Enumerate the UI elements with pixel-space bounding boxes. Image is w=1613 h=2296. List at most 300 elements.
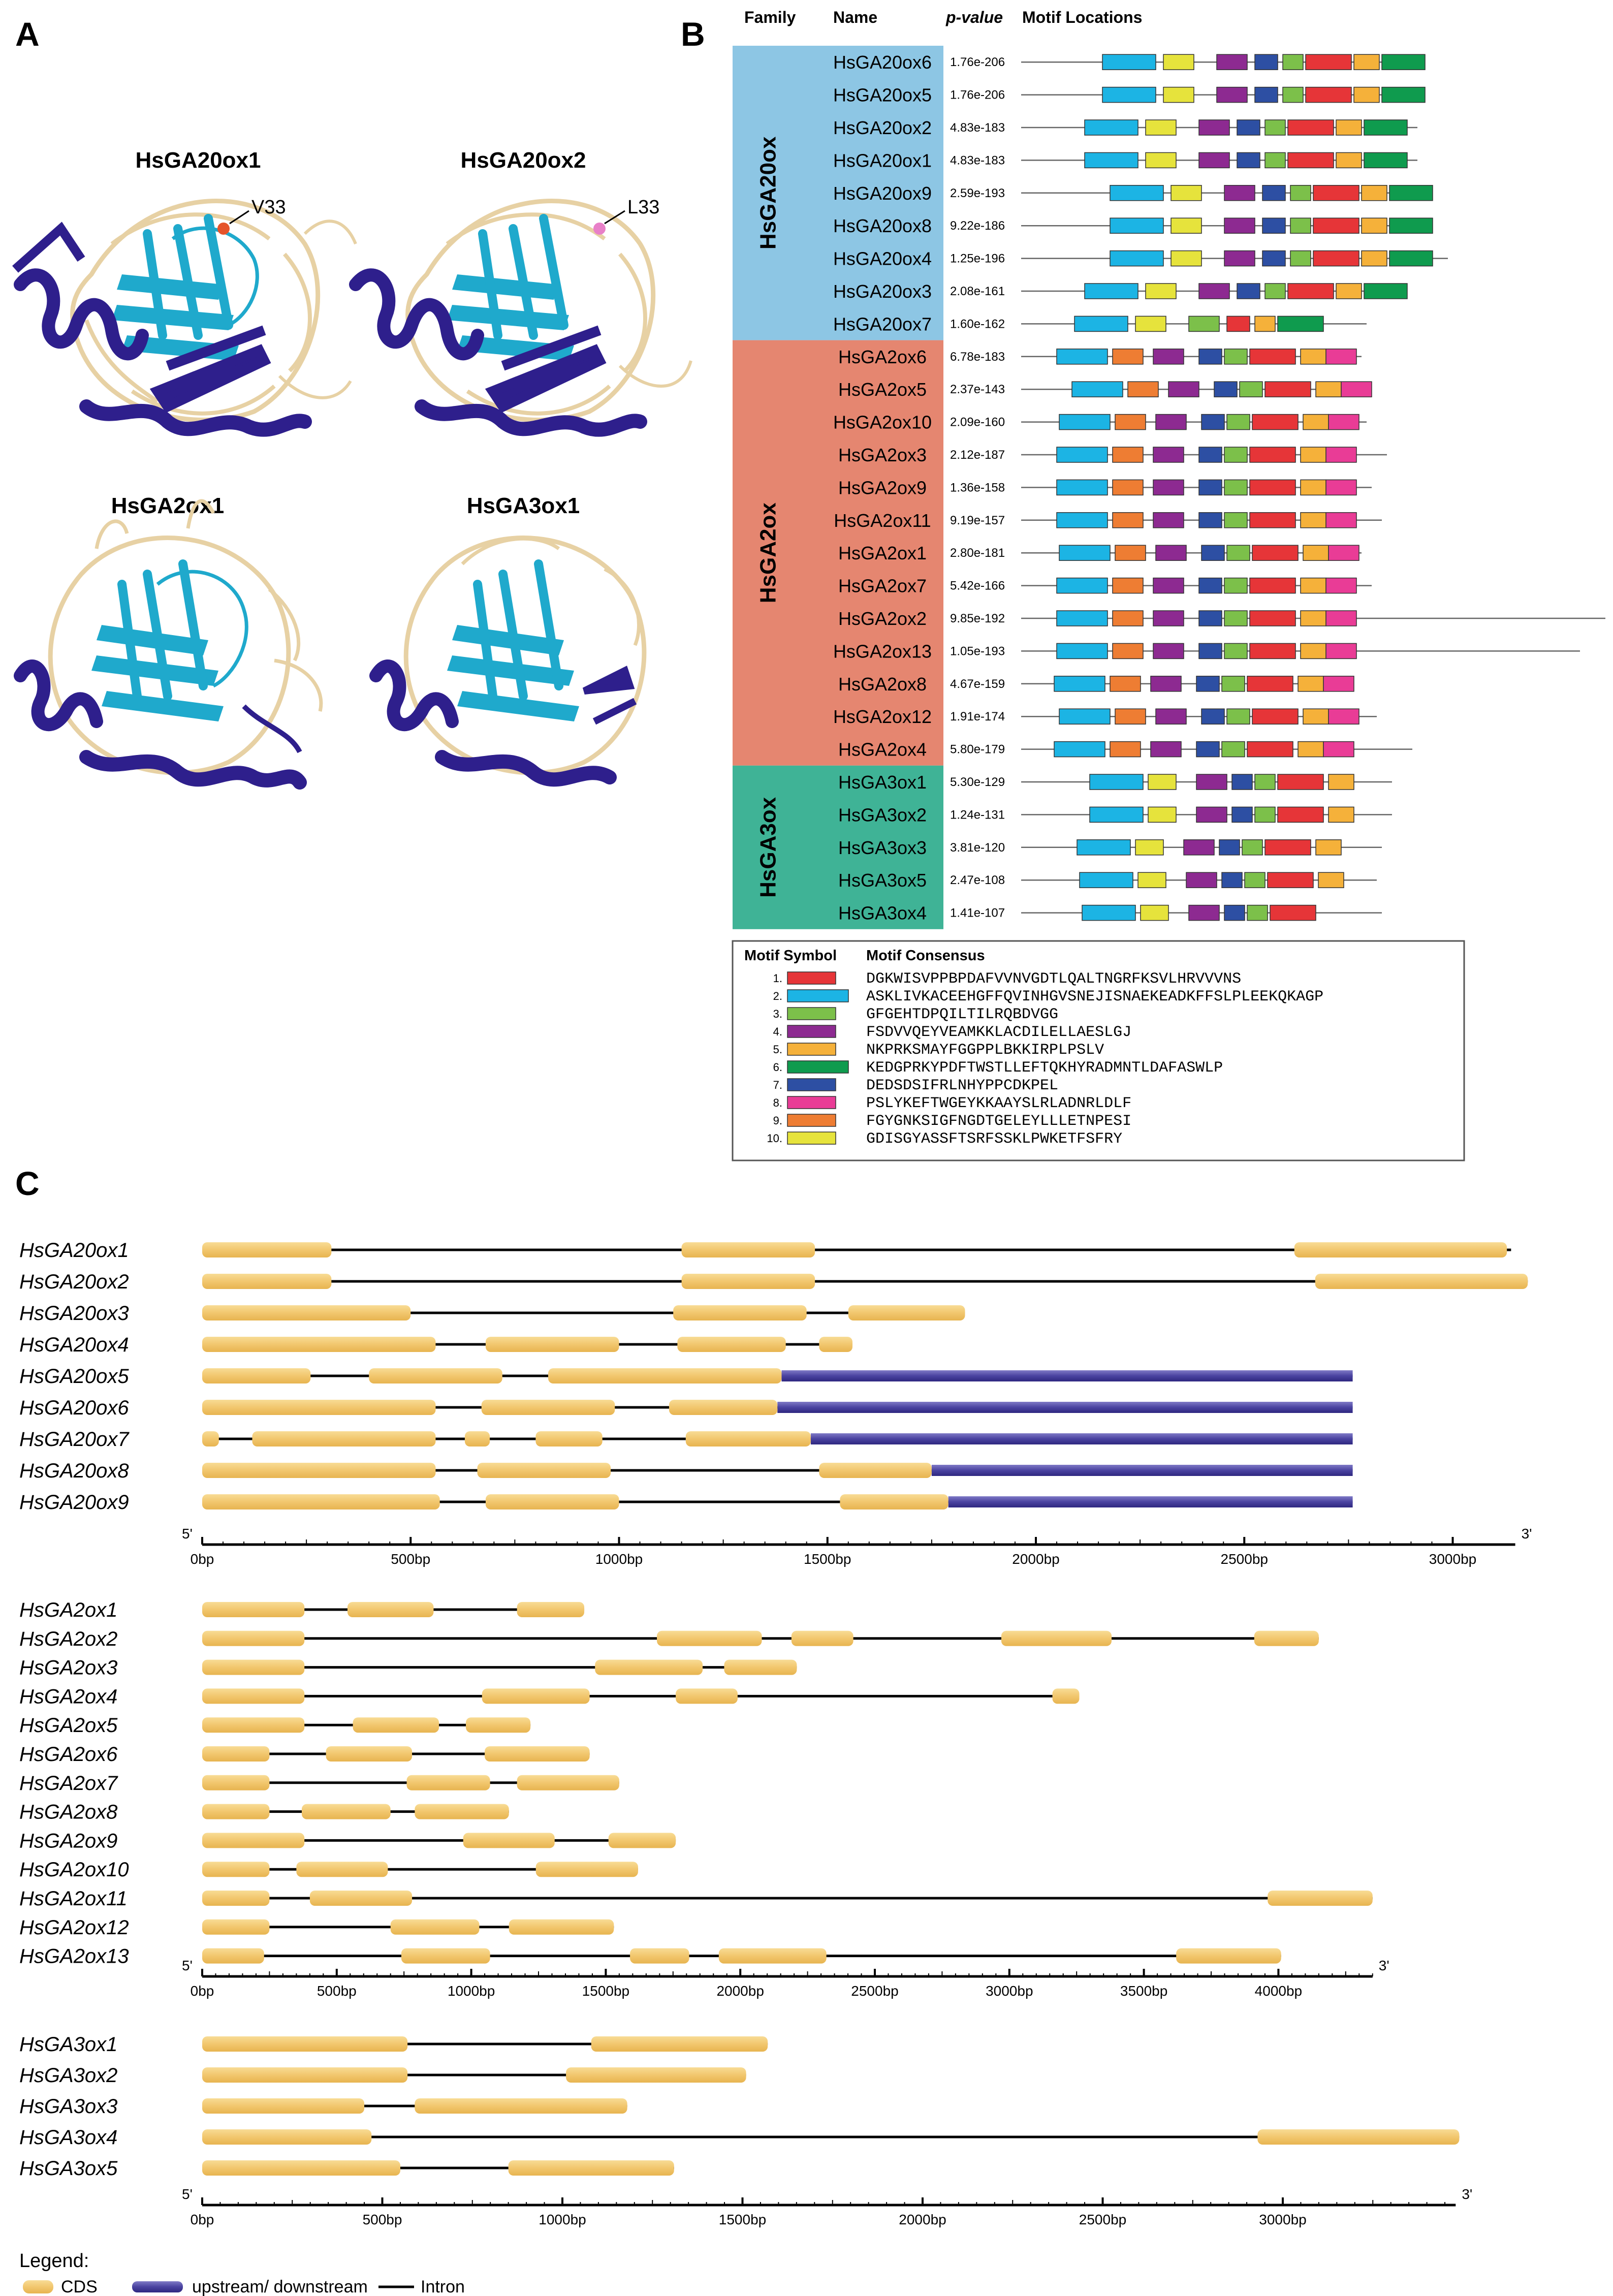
motif-block-4 — [1224, 251, 1255, 266]
cds-exon — [848, 1305, 965, 1320]
motif-block-2 — [1054, 742, 1105, 757]
cds-exon — [673, 1305, 807, 1320]
motif-block-3 — [1224, 349, 1247, 364]
cds-exon — [466, 1717, 530, 1733]
motif-block-2 — [1110, 218, 1163, 233]
cds-exon — [202, 1602, 304, 1617]
motif-block-1 — [1252, 709, 1298, 724]
motif-block-8 — [1323, 742, 1354, 757]
motif-block-5 — [1318, 872, 1344, 888]
gene-name-hsga2ox3: HsGA2ox3 — [838, 445, 927, 465]
gene-label-hsga2ox1: HsGA2ox1 — [19, 1599, 118, 1621]
residue-marker-l33: L33 — [627, 197, 660, 218]
cds-exon — [719, 1948, 827, 1964]
gene-label-hsga2ox7: HsGA2ox7 — [19, 1772, 118, 1795]
motif-block-9 — [1113, 513, 1143, 528]
motif-block-10 — [1163, 54, 1194, 70]
cds-exon — [202, 2067, 407, 2083]
cds-exon — [252, 1431, 435, 1446]
motif-block-4 — [1153, 643, 1184, 658]
motif-block-6 — [1389, 218, 1433, 233]
motif-block-7 — [1232, 774, 1252, 790]
motif-block-5 — [1301, 480, 1326, 495]
cds-exon — [1254, 1631, 1319, 1646]
motif-block-2 — [1057, 611, 1108, 626]
motif-block-2 — [1057, 447, 1108, 462]
gene-name-hsga20ox3: HsGA20ox3 — [833, 281, 932, 302]
cds-exon — [353, 1717, 439, 1733]
utr-segment — [781, 1370, 1352, 1381]
gene-group-3ox — [19, 2033, 1472, 2227]
motif-block-9 — [1110, 742, 1141, 757]
gene-label-hsga3ox2: HsGA3ox2 — [19, 2064, 118, 2087]
axis-tick-label: 0bp — [190, 1983, 214, 1999]
cds-exon — [677, 1337, 785, 1352]
motif-block-7 — [1232, 807, 1252, 822]
cds-exon — [724, 1660, 797, 1675]
axis-tick-label: 4000bp — [1254, 1983, 1303, 1999]
gene-name-hsga20ox1: HsGA20ox1 — [833, 150, 932, 171]
motif-block-3 — [1227, 545, 1250, 560]
motif-block-2 — [1102, 54, 1156, 70]
motif-block-3 — [1290, 251, 1311, 266]
motif-block-6 — [1382, 87, 1425, 103]
motif-block-7 — [1201, 415, 1224, 430]
header-motif-locations: Motif Locations — [1022, 8, 1143, 26]
cds-exon — [482, 1400, 615, 1415]
cds-exon — [1294, 1242, 1507, 1257]
motif-block-3 — [1290, 185, 1311, 201]
motif-block-1 — [1250, 447, 1295, 462]
motif-block-7 — [1199, 643, 1222, 658]
motif-block-2 — [1059, 545, 1110, 560]
motif-block-5 — [1354, 87, 1379, 103]
cds-exon — [296, 1862, 388, 1877]
motif-block-6 — [1364, 152, 1407, 168]
motif-consensus-10: GDISGYASSFTSRFSSKLPWKETFSFRY — [866, 1130, 1123, 1148]
motif-block-1 — [1250, 643, 1295, 658]
cds-exon — [686, 1431, 811, 1446]
panel-label-a: A — [15, 15, 40, 53]
motif-block-5 — [1301, 447, 1326, 462]
axis-tick-label: 3500bp — [1120, 1983, 1168, 1999]
motif-block-3 — [1242, 840, 1262, 855]
cds-exon — [591, 2036, 768, 2052]
legend-intron-label: Intron — [421, 2277, 465, 2296]
motif-block-1 — [1270, 905, 1316, 921]
motif-block-4 — [1196, 774, 1227, 790]
pvalue-hsga20ox8: 9.22e-186 — [950, 219, 1005, 233]
gene-name-hsga2ox6: HsGA2ox6 — [838, 346, 927, 367]
motif-block-5 — [1316, 840, 1341, 855]
motif-block-3 — [1240, 382, 1262, 397]
motif-block-9 — [1115, 415, 1146, 430]
motif-consensus-5: NKPRKSMAYFGGPPLBKKIRPLPSLV — [866, 1042, 1104, 1059]
motif-block-7 — [1255, 54, 1278, 70]
motif-block-5 — [1298, 676, 1323, 691]
protein-title-3: HsGA3ox1 — [466, 493, 580, 518]
motif-block-1 — [1250, 480, 1295, 495]
cds-exon — [202, 1775, 269, 1790]
gene-name-hsga2ox7: HsGA2ox7 — [838, 575, 927, 596]
cds-exon — [595, 1660, 703, 1675]
protein-title-0: HsGA20ox1 — [135, 148, 261, 173]
motif-block-1 — [1288, 284, 1334, 299]
cds-exon — [819, 1463, 932, 1478]
motif-block-3 — [1245, 872, 1265, 888]
motif-block-9 — [1113, 643, 1143, 658]
cds-exon — [202, 1494, 440, 1509]
cds-exon — [202, 1631, 304, 1646]
gene-name-hsga3ox3: HsGA3ox3 — [838, 837, 927, 858]
table-header-symbol: Motif Symbol — [744, 948, 837, 964]
cds-exon — [486, 1494, 619, 1509]
cds-exon — [535, 1431, 602, 1446]
cds-exon — [485, 1746, 590, 1762]
gene-name-hsga3ox4: HsGA3ox4 — [838, 902, 927, 924]
cds-exon — [202, 1833, 304, 1848]
motif-block-2 — [1080, 872, 1133, 888]
cds-exon — [202, 1688, 304, 1704]
motif-block-8 — [1326, 513, 1356, 528]
motif-block-5 — [1354, 54, 1379, 70]
gene-name-hsga2ox1: HsGA2ox1 — [838, 543, 927, 564]
legend-title: Legend: — [19, 2250, 89, 2272]
motif-block-8 — [1329, 709, 1359, 724]
motif-block-2 — [1057, 480, 1108, 495]
motif-block-2 — [1102, 87, 1156, 103]
cds-exon — [676, 1688, 738, 1704]
motif-block-1 — [1247, 676, 1293, 691]
motif-block-3 — [1247, 905, 1268, 921]
cds-exon — [202, 1804, 269, 1819]
motif-block-3 — [1265, 284, 1285, 299]
gene-label-hsga3ox4: HsGA3ox4 — [19, 2126, 118, 2149]
pvalue-hsga2ox11: 9.19e-157 — [950, 513, 1005, 527]
motif-block-10 — [1171, 185, 1201, 201]
motif-block-4 — [1153, 578, 1184, 593]
motif-block-6 — [1278, 316, 1323, 331]
motif-block-5 — [1301, 643, 1326, 658]
gene-name-hsga2ox10: HsGA2ox10 — [833, 412, 932, 433]
motif-block-7 — [1237, 284, 1260, 299]
residue-marker-v33: V33 — [251, 197, 286, 218]
motif-swatch-4 — [787, 1025, 836, 1037]
motif-block-3 — [1283, 54, 1303, 70]
motif-block-3 — [1224, 643, 1247, 658]
gene-label-hsga20ox8: HsGA20ox8 — [19, 1460, 129, 1482]
motif-number-9: 9. — [773, 1114, 782, 1127]
motif-block-9 — [1113, 480, 1143, 495]
motif-block-1 — [1252, 415, 1298, 430]
motif-block-9 — [1113, 578, 1143, 593]
axis-tick-label: 3000bp — [1259, 2212, 1307, 2227]
motif-consensus-9: FGYGNKSIGFNGDTGELEYLLLETNPESI — [866, 1113, 1132, 1130]
motif-block-4 — [1224, 218, 1255, 233]
motif-block-2 — [1057, 513, 1108, 528]
motif-block-8 — [1326, 480, 1356, 495]
cds-exon — [478, 1463, 611, 1478]
utr-segment — [811, 1433, 1353, 1444]
axis-tick-label: 1000bp — [539, 2212, 586, 2227]
axis-tick-label: 1500bp — [718, 2212, 767, 2227]
pvalue-hsga3ox2: 1.24e-131 — [950, 808, 1005, 822]
motif-block-10 — [1138, 872, 1166, 888]
motif-block-3 — [1224, 611, 1247, 626]
axis-tick-label: 2000bp — [716, 1983, 764, 1999]
cds-exon — [792, 1631, 853, 1646]
protein-structure-hsga2ox1 — [20, 501, 321, 782]
legend-utr-swatch — [132, 2281, 183, 2292]
motif-block-2 — [1085, 284, 1138, 299]
motif-block-2 — [1057, 349, 1108, 364]
axis-tick-label: 2000bp — [899, 2212, 946, 2227]
cds-exon — [202, 1337, 435, 1352]
cds-exon — [1053, 1688, 1080, 1704]
motif-swatch-2 — [787, 990, 848, 1002]
motif-block-4 — [1153, 513, 1184, 528]
gene-name-hsga2ox5: HsGA2ox5 — [838, 379, 927, 400]
motif-block-5 — [1362, 251, 1387, 266]
gene-label-hsga2ox13: HsGA2ox13 — [19, 1945, 129, 1968]
motif-block-1 — [1313, 218, 1359, 233]
motif-block-3 — [1189, 316, 1219, 331]
motif-block-1 — [1288, 120, 1334, 135]
motif-swatch-8 — [787, 1096, 836, 1109]
cds-exon — [202, 1920, 269, 1935]
gene-name-hsga3ox2: HsGA3ox2 — [838, 804, 927, 826]
pvalue-hsga2ox3: 2.12e-187 — [950, 448, 1005, 462]
motif-block-5 — [1303, 545, 1329, 560]
motif-number-2: 2. — [773, 990, 782, 1002]
motif-block-7 — [1199, 480, 1222, 495]
motif-legend-table — [733, 941, 1464, 1160]
motif-block-8 — [1329, 415, 1359, 430]
motif-block-4 — [1153, 480, 1184, 495]
motif-block-6 — [1389, 185, 1433, 201]
motif-swatch-6 — [787, 1061, 848, 1073]
motif-block-9 — [1115, 545, 1146, 560]
gene-label-hsga2ox3: HsGA2ox3 — [19, 1656, 118, 1679]
cds-exon — [548, 1368, 781, 1383]
cds-exon — [369, 1368, 502, 1383]
motif-block-4 — [1153, 611, 1184, 626]
pvalue-hsga2ox10: 2.09e-160 — [950, 415, 1005, 429]
motif-block-1 — [1278, 807, 1323, 822]
cds-exon — [202, 1463, 435, 1478]
motif-block-1 — [1227, 316, 1250, 331]
motif-block-4 — [1153, 349, 1184, 364]
axis-tick-label: 500bp — [391, 1551, 431, 1567]
cds-exon — [609, 1833, 676, 1848]
gene-name-hsga2ox12: HsGA2ox12 — [833, 706, 932, 728]
gene-label-hsga20ox4: HsGA20ox4 — [19, 1334, 129, 1356]
pvalue-hsga20ox7: 1.60e-162 — [950, 317, 1005, 331]
gene-label-hsga2ox5: HsGA2ox5 — [19, 1714, 118, 1737]
motif-swatch-7 — [787, 1079, 836, 1091]
motif-block-5 — [1329, 774, 1354, 790]
axis-tick-label: 0bp — [190, 1551, 214, 1567]
cds-exon — [840, 1494, 948, 1509]
motif-number-5: 5. — [773, 1043, 782, 1056]
motif-block-4 — [1199, 284, 1229, 299]
motif-block-2 — [1077, 840, 1130, 855]
motif-block-1 — [1313, 185, 1359, 201]
pvalue-hsga3ox1: 5.30e-129 — [950, 775, 1005, 789]
motif-block-4 — [1217, 54, 1247, 70]
motif-block-4 — [1196, 807, 1227, 822]
cds-exon — [517, 1775, 619, 1790]
motif-block-2 — [1057, 643, 1108, 658]
axis-tick-label: 3000bp — [986, 1983, 1033, 1999]
motif-block-3 — [1224, 513, 1247, 528]
motif-block-4 — [1168, 382, 1199, 397]
gene-label-hsga2ox6: HsGA2ox6 — [19, 1743, 118, 1766]
pvalue-hsga20ox6: 1.76e-206 — [950, 55, 1005, 70]
legend-cds-swatch — [23, 2280, 53, 2293]
cds-exon — [202, 1400, 435, 1415]
motif-consensus-1: DGKWISVPPBPDAFVVNVGDTLQALTNGRFKSVLHRVVVNS — [866, 970, 1242, 988]
cds-exon — [202, 1862, 269, 1877]
motif-number-6: 6. — [773, 1061, 782, 1074]
axis-tick-label: 500bp — [317, 1983, 357, 1999]
pvalue-hsga20ox9: 2.59e-193 — [950, 186, 1005, 200]
cds-exon — [202, 1431, 219, 1446]
axis-tick-label: 0bp — [190, 2212, 214, 2227]
motif-block-1 — [1278, 774, 1323, 790]
gene-name-hsga20ox2: HsGA20ox2 — [833, 117, 932, 138]
motif-block-2 — [1074, 316, 1128, 331]
cds-exon — [509, 2160, 674, 2176]
motif-block-3 — [1265, 152, 1285, 168]
protein-structure-hsga3ox1 — [376, 538, 644, 780]
gene-label-hsga20ox2: HsGA20ox2 — [19, 1271, 129, 1293]
cds-exon — [486, 1337, 619, 1352]
cds-exon — [415, 1804, 509, 1819]
motif-block-10 — [1135, 840, 1163, 855]
gene-label-hsga2ox9: HsGA2ox9 — [19, 1830, 118, 1852]
motif-block-1 — [1313, 251, 1359, 266]
gene-label-hsga3ox3: HsGA3ox3 — [19, 2095, 118, 2118]
motif-block-8 — [1326, 611, 1356, 626]
motif-block-9 — [1113, 611, 1143, 626]
gene-name-hsga3ox1: HsGA3ox1 — [838, 772, 927, 793]
motif-block-3 — [1224, 578, 1247, 593]
motif-block-3 — [1224, 447, 1247, 462]
cds-exon — [465, 1431, 490, 1446]
motif-block-5 — [1336, 284, 1362, 299]
motif-number-7: 7. — [773, 1079, 782, 1091]
protein-structure-hsga20ox1 — [15, 197, 356, 430]
cds-exon — [326, 1746, 412, 1762]
gene-label-hsga20ox5: HsGA20ox5 — [19, 1365, 129, 1388]
gene-group-2ox — [19, 1599, 1389, 1999]
pvalue-hsga2ox13: 1.05e-193 — [950, 644, 1005, 658]
axis-tick-label: 2500bp — [1220, 1551, 1268, 1567]
motif-consensus-4: FSDVVQEYVEAMKKLACDILELLAESLGJ — [866, 1024, 1132, 1041]
motif-block-4 — [1151, 676, 1181, 691]
motif-block-4 — [1217, 87, 1247, 103]
cds-exon — [406, 1775, 490, 1790]
pvalue-hsga2ox9: 1.36e-158 — [950, 481, 1005, 495]
motif-block-2 — [1085, 120, 1138, 135]
motif-block-6 — [1364, 120, 1407, 135]
header-family: Family — [744, 8, 796, 26]
motif-block-8 — [1326, 349, 1356, 364]
cds-exon — [310, 1891, 412, 1906]
motif-block-1 — [1250, 349, 1295, 364]
motif-block-8 — [1326, 578, 1356, 593]
motif-block-5 — [1301, 611, 1326, 626]
panel-label-b: B — [681, 15, 705, 53]
motif-block-1 — [1250, 611, 1295, 626]
motif-block-5 — [1301, 578, 1326, 593]
motif-block-3 — [1222, 676, 1245, 691]
motif-block-9 — [1110, 676, 1141, 691]
motif-block-4 — [1199, 152, 1229, 168]
motif-block-10 — [1135, 316, 1166, 331]
table-header-consensus: Motif Consensus — [866, 948, 985, 964]
motif-block-1 — [1265, 382, 1311, 397]
protein-title-2: HsGA2ox1 — [111, 493, 225, 518]
motif-block-7 — [1199, 611, 1222, 626]
motif-block-4 — [1189, 905, 1219, 921]
cds-exon — [630, 1948, 689, 1964]
protein-title-1: HsGA20ox2 — [460, 148, 586, 173]
panel-b — [733, 8, 1605, 1160]
cds-exon — [819, 1337, 852, 1352]
gene-name-hsga20ox6: HsGA20ox6 — [833, 52, 932, 73]
cds-exon — [202, 1746, 269, 1762]
motif-block-10 — [1163, 87, 1194, 103]
gene-label-hsga20ox3: HsGA20ox3 — [19, 1302, 129, 1325]
gene-structure-legend — [19, 2250, 465, 2296]
motif-block-5 — [1298, 742, 1323, 757]
motif-block-3 — [1283, 87, 1303, 103]
motif-block-2 — [1059, 415, 1110, 430]
cds-exon — [401, 1948, 490, 1964]
motif-number-10: 10. — [767, 1132, 782, 1145]
family-label-hsga2ox: HsGA2ox — [755, 502, 781, 604]
pvalue-hsga2ox1: 2.80e-181 — [950, 546, 1005, 560]
cds-exon — [1268, 1891, 1373, 1906]
motif-block-3 — [1227, 415, 1250, 430]
motif-block-5 — [1255, 316, 1275, 331]
protein-structure-hsga20ox2 — [356, 197, 691, 430]
motif-block-7 — [1262, 251, 1285, 266]
cds-exon — [202, 1891, 269, 1906]
motif-block-4 — [1156, 545, 1186, 560]
motif-block-4 — [1151, 742, 1181, 757]
pvalue-hsga3ox3: 3.81e-120 — [950, 840, 1005, 855]
motif-block-4 — [1184, 840, 1214, 855]
motif-block-2 — [1110, 185, 1163, 201]
motif-location-rows — [733, 46, 1605, 929]
cds-exon — [682, 1242, 815, 1257]
motif-number-8: 8. — [773, 1096, 782, 1109]
gene-name-hsga2ox13: HsGA2ox13 — [833, 641, 932, 662]
pvalue-hsga2ox12: 1.91e-174 — [950, 710, 1005, 724]
motif-consensus-3: GFGEHTDPQILTILRQBDVGG — [866, 1006, 1059, 1023]
motif-block-2 — [1059, 709, 1110, 724]
pvalue-hsga20ox4: 1.25e-196 — [950, 251, 1005, 266]
motif-block-4 — [1224, 185, 1255, 201]
motif-block-7 — [1224, 905, 1245, 921]
motif-block-10 — [1146, 152, 1176, 168]
cds-exon — [202, 2036, 407, 2052]
family-label-hsga3ox: HsGA3ox — [755, 797, 781, 898]
motif-block-3 — [1227, 709, 1250, 724]
